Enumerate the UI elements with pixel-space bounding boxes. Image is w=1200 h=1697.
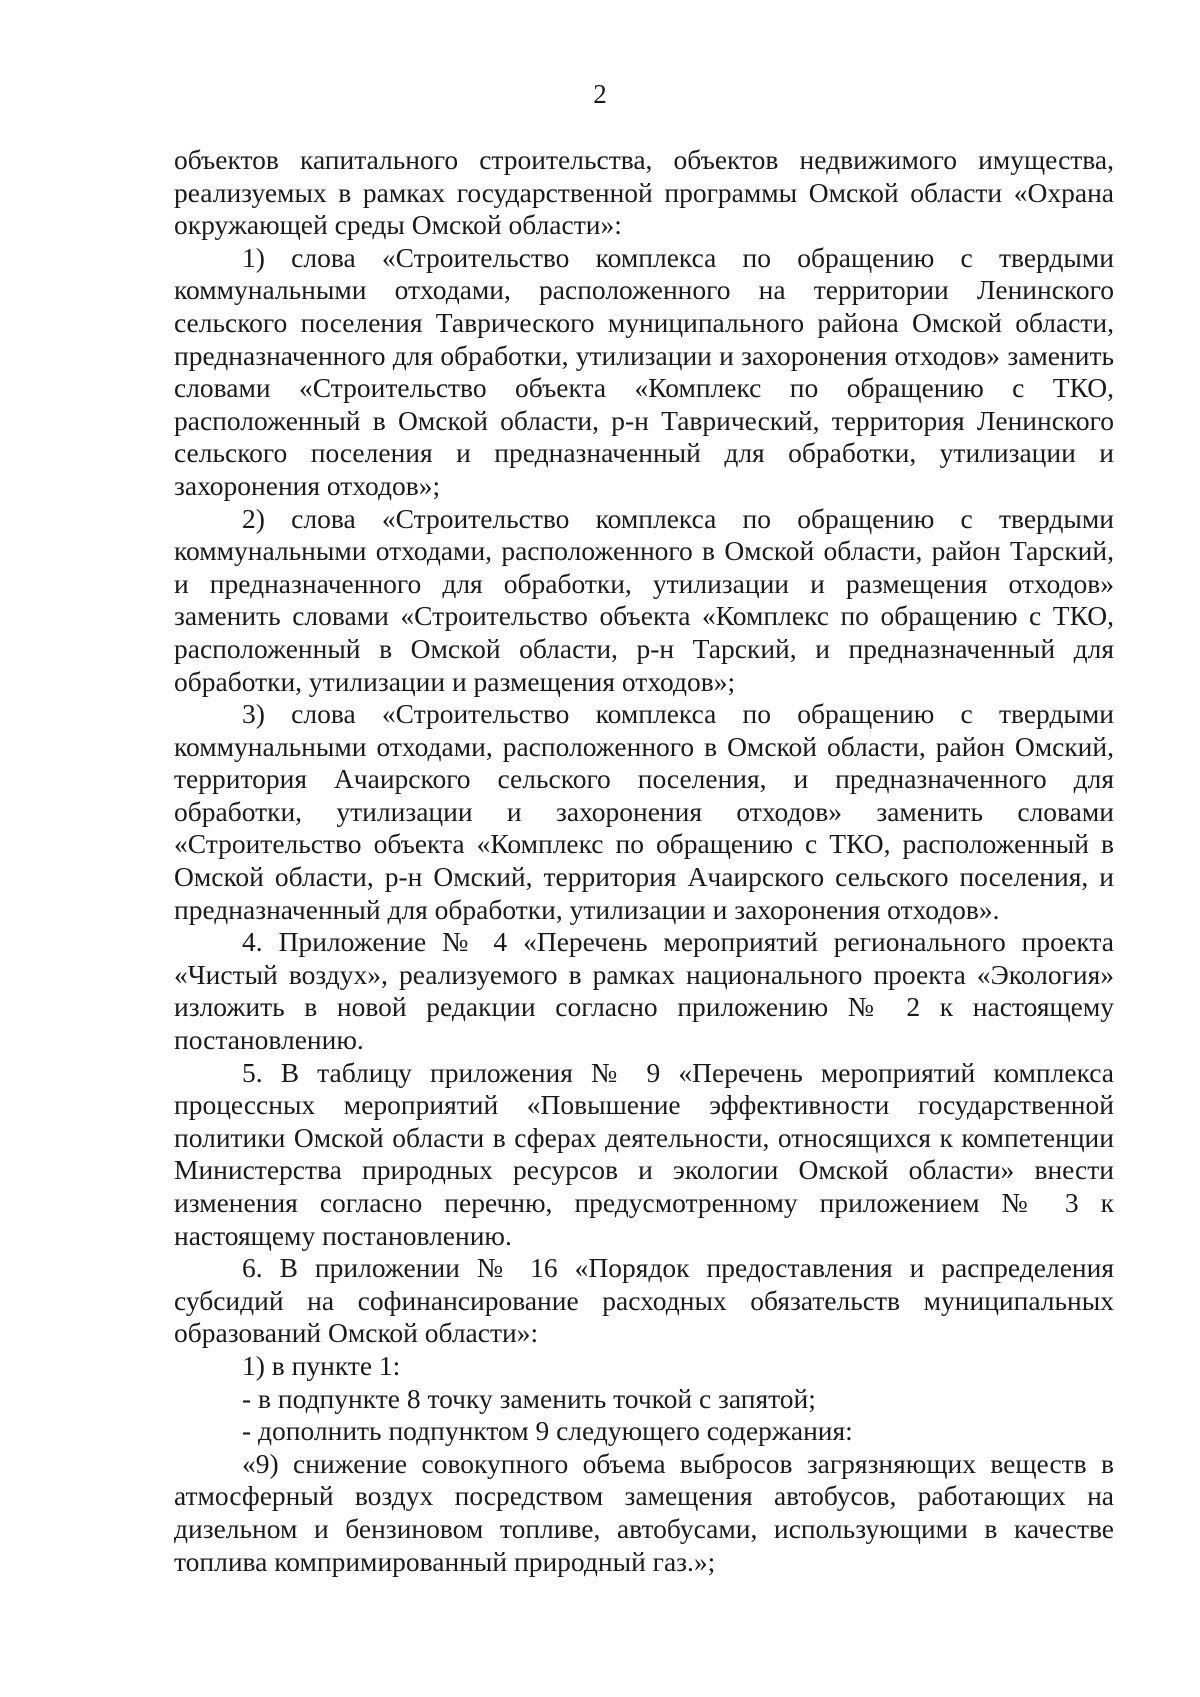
paragraph-dash-1: - в подпункте 8 точку заменить точкой с запятой; <box>242 1382 816 1414</box>
page-number: 2 <box>593 79 607 109</box>
paragraph-point-5: 5. В таблицу приложения № 9 «Перечень мероприятий комплекса процессных мероприятий «Повышение эффективности государственной политики Омской области в сферах деятельности, относящихся к компетенции Министерства природных ресурсов и экологии Омской области» внести изменения согласно перечню, предусмотренному приложением № 3 к настоящему постановлению. <box>174 1056 1114 1251</box>
paragraph-subpoint-1: 1) в пункте 1: <box>242 1349 401 1381</box>
paragraph-point-4: 4. Приложение № 4 «Перечень мероприятий регионального проекта «Чистый воздух», реализуемого в рамках национального проекта «Экология» изложить в новой редакции согласно приложению № 2 к настоящему постановлению. <box>174 926 1114 1056</box>
paragraph-point-6: 6. В приложении № 16 «Порядок предоставления и распределения субсидий на софинансирование расходных обязательств муниципальных образований Омской области»: <box>174 1252 1114 1349</box>
paragraph-item-1: 1) слова «Строительство комплекса по обращению с твердыми коммунальными отходами, расположенного на территории Ленинского сельского поселения Таврического муниципального района Омской области, предназначенного для обработки, утилизации и захоронения отходов» заменить словами «Строительство объекта «Комплекс по обращению с ТКО, расположенный в Омской области, р-н Таврический, территория Ленинского сельского поселения и предназначенный для обработки, утилизации и захоронения отходов»; <box>174 241 1114 501</box>
paragraph-dash-2: - дополнить подпунктом 9 следующего содержания: <box>242 1415 853 1447</box>
paragraph-item-3: 3) слова «Строительство комплекса по обращению с твердыми коммунальными отходами, расположенного в Омской области, район Омский, территория Ачаирского сельского поселения, и предназначенного для обработки, утилизации и захоронения отходов» заменить словами «Строительство объекта «Комплекс по обращению с ТКО, расположенный в Омской области, р-н Омский, территория Ачаирского сельского поселения, и предназначенный для обработки, утилизации и захоронения отходов». <box>174 698 1114 925</box>
paragraph-intro: объектов капитального строительства, объектов недвижимого имущества, реализуемых в рамках государственной программы Омской области «Охрана окружающей среды Омской области»: <box>174 144 1114 241</box>
paragraph-quote-9: «9) снижение совокупного объема выбросов загрязняющих веществ в атмосферный воздух посредством замещения автобусов, работающих на дизельном и бензиновом топливе, автобусами, использующими в качестве топлива компримированный природный газ.»; <box>174 1447 1114 1577</box>
paragraph-item-2: 2) слова «Строительство комплекса по обращению с твердыми коммунальными отходами, расположенного в Омской области, район Тарский, и предназначенного для обработки, утилизации и размещения отходов» заменить словами «Строительство объекта «Комплекс по обращению с ТКО, расположенный в Омской области, р-н Тарский, и предназначенный для обработки, утилизации и размещения отходов»; <box>174 502 1114 697</box>
document-body <box>174 144 1114 1578</box>
